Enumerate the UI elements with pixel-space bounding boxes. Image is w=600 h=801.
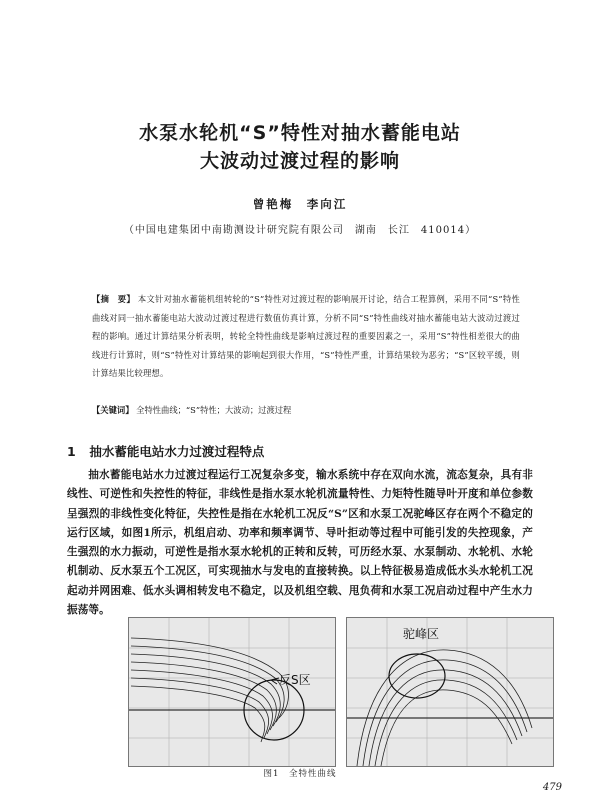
section-heading bbox=[67, 442, 527, 460]
affiliation: （中国电建集团中南勘测设计研究院有限公司 湖南 长江 410014） bbox=[123, 225, 477, 236]
figure-left-panel bbox=[128, 617, 336, 767]
figure-caption: 图1 全特性曲线 bbox=[263, 769, 337, 779]
paper-title-line1: 水泵水轮机“S”特性对抽水蓄能电站 bbox=[139, 122, 461, 144]
pump-curves-plot bbox=[347, 618, 553, 766]
keywords bbox=[92, 402, 520, 418]
keywords-text: 全特性曲线；“S”特性；大波动；过渡过程 bbox=[136, 405, 292, 415]
paper-title-line2: 大波动过渡过程的影响 bbox=[199, 150, 400, 172]
section-title: 抽水蓄能电站水力过渡过程特点 bbox=[89, 444, 265, 459]
s-region-label: 反S区 bbox=[279, 673, 311, 687]
page-number: 479 bbox=[542, 782, 562, 793]
abstract-text: 本文针对抽水蓄能机组转轮的“S”特性对过渡过程的影响展开讨论，结合工程算例，采用不同“S”特性曲线对同一抽水蓄能电站大波动过渡过程进行数值仿真计算，分析不同“S”特性曲线对抽水蓄能电站大波动过渡过程的影响。通过计算结果分析表明，转轮全特性曲线是影响过渡过程的重要因素之一，采用“S”特性相差很大的曲线进行计算时，则“S”特性对计算结果的影响起到很大作用，“S”特性严重，计算结果较为恶劣；“S”区较平缓，则计算结果比较理想。 bbox=[92, 294, 520, 379]
authors: 曾艳梅 李向江 bbox=[252, 197, 348, 211]
body-paragraph: 抽水蓄能电站水力过渡过程运行工况复杂多变，输水系统中存在双向水流，流态复杂，具有非线性、可逆性和失控性的特征，非线性是指水泵水轮机流量特性、力矩特性随导叶开度和单位参数呈强烈的非线性变化特征，失控性是指在水轮机工况反“S”区和水泵工况驼峰区存在两个不稳定的运行区域，如图1所示，机组启动、功率和频率调节、导叶拒动等过程中可能引发的失控现象，产生强烈的水力振动，可逆性是指水泵水轮机的正转和反转，可历经水泵、水泵制动、水轮机、水轮机制动、反水泵五个工况区，可实现抽水与发电的直接转换。以上特征极易造成低水头水轮机工况起动并网困难、低水头调相转发电不稳定，以及机组空载、甩负荷和水泵工况启动过程中产生水力振荡等。 bbox=[67, 469, 533, 617]
abstract-label: 【摘 要】 bbox=[92, 294, 135, 304]
keywords-label: 【关键词】 bbox=[92, 405, 134, 415]
section-number: 1 bbox=[67, 444, 76, 459]
hump-region-label: 驼峰区 bbox=[403, 627, 440, 641]
abstract bbox=[92, 290, 520, 383]
turbine-curves-plot bbox=[129, 618, 335, 766]
figure-right-panel bbox=[346, 617, 554, 767]
figure-1 bbox=[128, 617, 552, 765]
